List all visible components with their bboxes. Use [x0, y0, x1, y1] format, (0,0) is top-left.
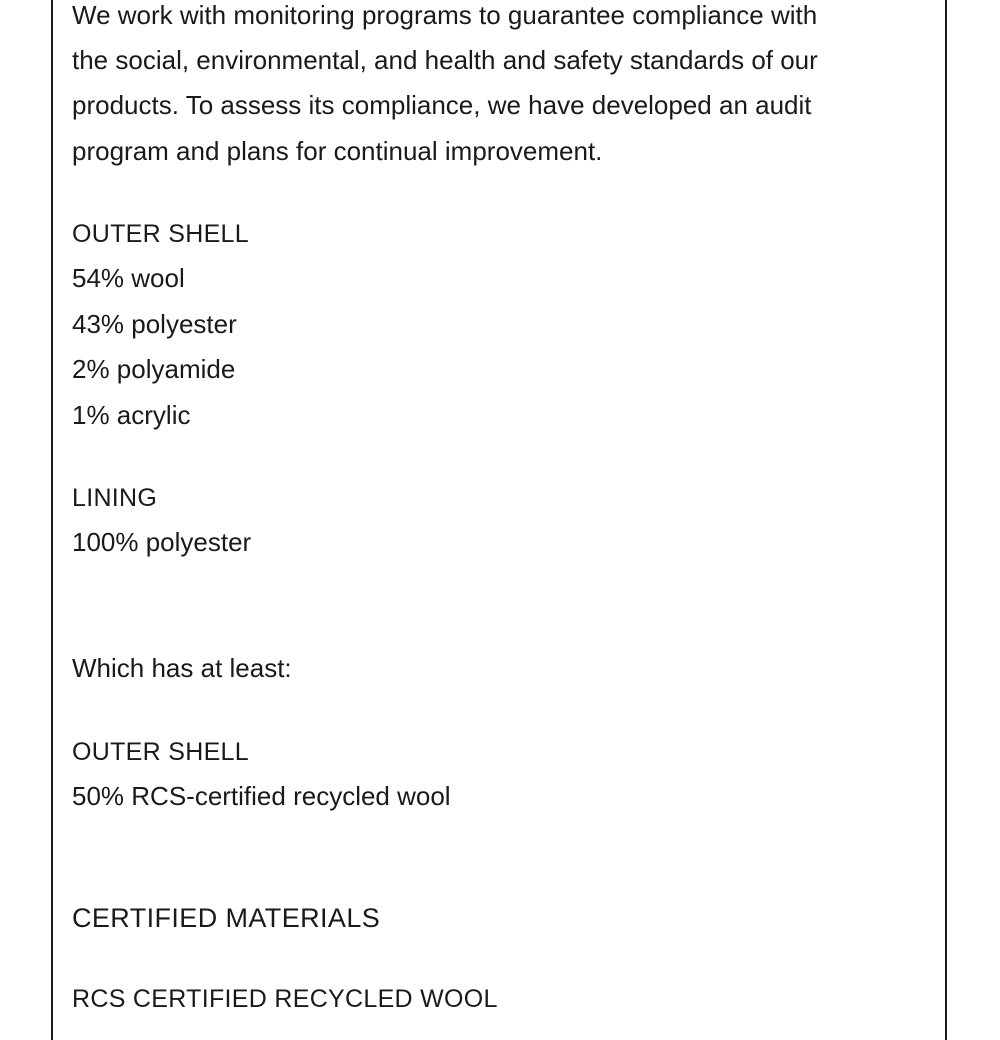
minimum-intro: Which has at least:: [72, 653, 292, 683]
lining-heading: LINING: [72, 484, 158, 512]
composition-item: 43% polyester: [72, 309, 237, 339]
composition-item: 54% wool: [72, 263, 185, 293]
intro-line-3: products. To assess its compliance, we have developed an audit: [72, 90, 812, 120]
certified-item: RCS CERTIFIED RECYCLED WOOL: [72, 985, 498, 1013]
composition-item: 100% polyester: [72, 527, 252, 557]
composition-item: 2% polyamide: [72, 354, 236, 384]
minimum-item: 50% RCS-certified recycled wool: [72, 781, 451, 811]
intro-line-2: the social, environmental, and health and safety standards of our: [72, 45, 818, 75]
outer-shell-heading: OUTER SHELL: [72, 220, 249, 248]
certified-materials-heading: CERTIFIED MATERIALS: [72, 903, 381, 933]
intro-line-4: program and plans for continual improvement.: [72, 136, 603, 166]
minimum-outer-shell-heading: OUTER SHELL: [72, 738, 249, 766]
composition-item: 1% acrylic: [72, 400, 191, 430]
intro-line-1: We work with monitoring programs to guarantee compliance with: [72, 0, 818, 30]
